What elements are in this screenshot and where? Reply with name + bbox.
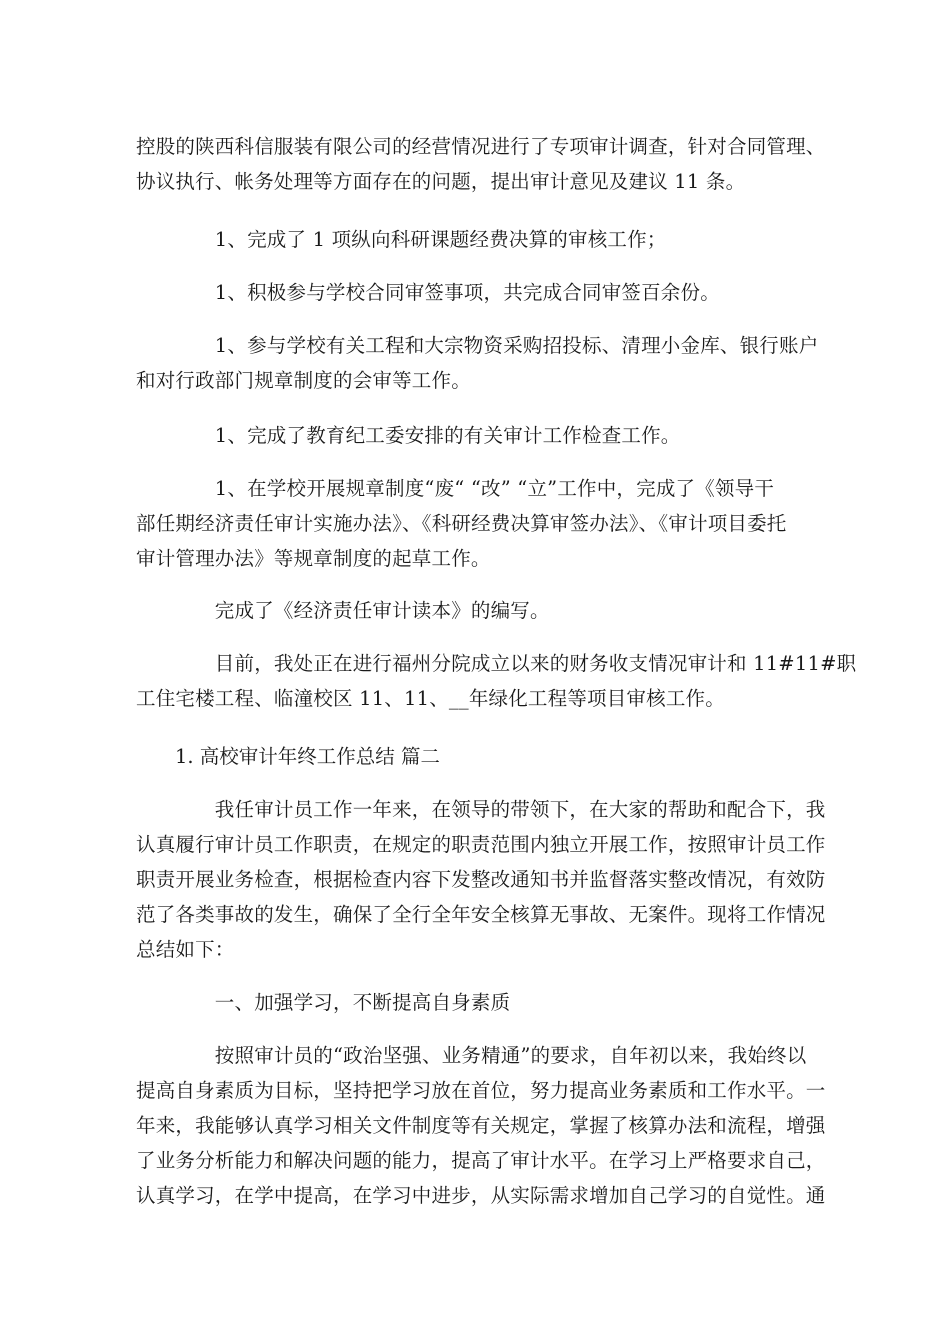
text-line: 1、参与学校有关工程和大宗物资采购招投标、清理小金库、银行账户: [136, 334, 819, 357]
text-line: 工住宅楼工程、临潼校区 11、11、__年绿化工程等项目审核工作。: [136, 687, 725, 710]
paragraph-11: [136, 1038, 826, 1213]
section-heading: 1. 高校审计年终工作总结 篇二: [175, 745, 441, 768]
text-line: 目前，我处正在进行福州分院成立以来的财务收支情况审计和 11#11#职: [136, 652, 857, 675]
paragraph-9: [136, 792, 826, 967]
text-line: 年来，我能够认真学习相关文件制度等有关规定，掌握了核算办法和流程，增强: [136, 1114, 826, 1137]
text-line: 按照审计员的“政治坚强、业务精通”的要求，自年初以来，我始终以: [136, 1044, 807, 1067]
text-line: 审计管理办法》等规章制度的起草工作。: [136, 547, 491, 570]
text-line: 范了各类事故的发生，确保了全行全年安全核算无事故、无案件。现将工作情况: [136, 903, 826, 926]
text-line: 总结如下：: [136, 938, 235, 961]
text-line: 职责开展业务检查，根据检查内容下发整改通知书并监督落实整改情况，有效防: [136, 868, 826, 891]
text-line: 1、在学校开展规章制度“废“ “改” “立”工作中，完成了《领导干: [136, 477, 775, 500]
text-line: 1、完成了 1 项纵向科研课题经费决算的审核工作；: [136, 228, 667, 251]
text-line: 提高自身素质为目标，坚持把学习放在首位，努力提高业务素质和工作水平。一: [136, 1079, 826, 1102]
paragraph-5: [136, 418, 816, 453]
text-line: 认真履行审计员工作职责，在规定的职责范围内独立开展工作，按照审计员工作: [136, 833, 826, 856]
text-line: 1、积极参与学校合同审签事项，共完成合同审签百余份。: [136, 281, 720, 304]
paragraph-7: [136, 593, 816, 628]
text-line: 一、加强学习，不断提高自身素质: [136, 991, 511, 1014]
text-line: 协议执行、帐务处理等方面存在的问题，提出审计意见及建议 11 条。: [136, 170, 746, 193]
text-line: 我任审计员工作一年来，在领导的带领下，在大家的帮助和配合下，我: [136, 798, 826, 821]
paragraph-1: [136, 129, 826, 199]
text-line: 认真学习，在学中提高，在学习中进步，从实际需求增加自己学习的自觉性。通: [136, 1184, 826, 1207]
paragraph-10: [136, 985, 816, 1020]
text-line: 完成了《经济责任审计读本》的编写。: [136, 599, 550, 622]
paragraph-4: [136, 328, 819, 398]
paragraph-6: [136, 471, 816, 576]
paragraph-3: [136, 275, 816, 310]
text-line: 部任期经济责任审计实施办法》、《科研经费决算审签办法》、《审计项目委托: [136, 512, 787, 535]
paragraph-2: [136, 222, 816, 257]
text-line: 和对行政部门规章制度的会审等工作。: [136, 369, 471, 392]
text-line: 了业务分析能力和解决问题的能力，提高了审计水平。在学习上严格要求自己，: [136, 1149, 826, 1172]
text-line: 1、完成了教育纪工委安排的有关审计工作检查工作。: [136, 424, 681, 447]
text-line: 控股的陕西科信服装有限公司的经营情况进行了专项审计调查，针对合同管理、: [136, 135, 826, 158]
paragraph-8: [136, 646, 857, 716]
